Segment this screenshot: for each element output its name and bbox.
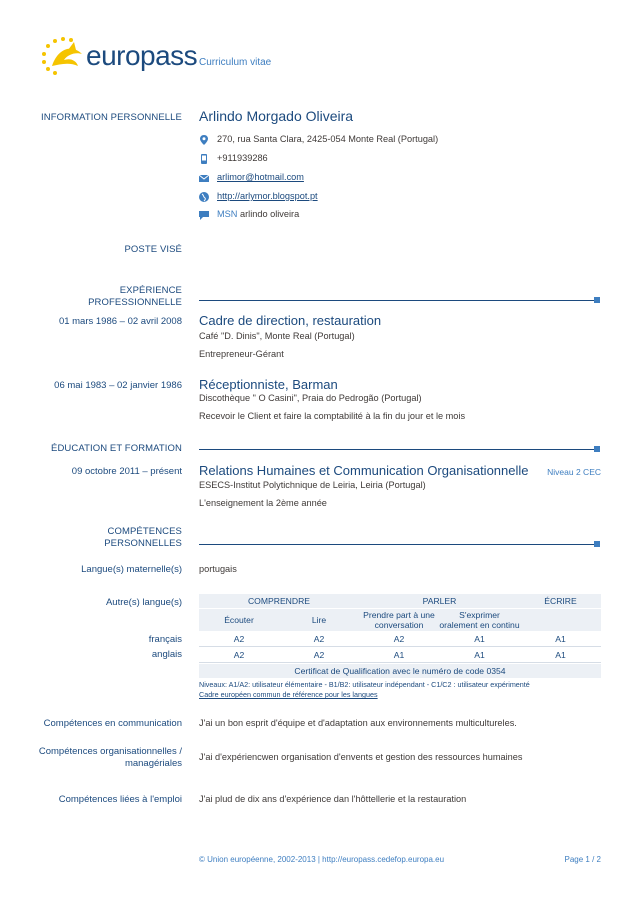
experience-employer: Discothèque " O Casini", Praia do Pedrogão (Portugal) [199,393,422,403]
subheader-lire: Lire [279,609,359,631]
level-cell: A2 [359,632,439,647]
experience-label-line1: EXPÉRIENCE [119,285,182,296]
level-cell: A1 [439,632,520,647]
experience-dates: 01 mars 1986 – 02 avril 2008 [58,316,182,327]
language-table-subheader [199,609,601,631]
communication-value: J'ai un bon esprit d'équipe et d'adaptation aux environnements multicultureles. [199,718,517,728]
experience-dates: 06 mai 1983 – 02 janvier 1986 [54,380,182,391]
location-pin-icon [198,133,210,145]
mobile-phone-icon [198,152,210,164]
website-link[interactable]: http://arlymor.blogspot.pt [217,191,318,201]
skills-label-line2: PERSONNELLES [104,538,182,549]
experience-title: Réceptionniste, Barman [199,377,338,392]
instant-messaging-icon [198,208,210,220]
education-detail: L'enseignement la 2ème année [199,498,327,508]
language-certificate: Certificat de Qualification avec le numéro de code 0354 [199,664,601,678]
level-cell: A2 [199,648,279,663]
email-link[interactable]: arlimor@hotmail.com [217,172,304,182]
im-value: arlindo oliveira [239,209,300,219]
education-level: Niveau 2 CEC [547,467,601,477]
group-parler: PARLER [359,594,520,608]
job-skills-label: Compétences liées à l'emploi [58,794,182,805]
level-cell: A1 [359,648,439,663]
level-cell: A1 [520,648,601,663]
language-name-anglais: anglais [151,649,182,660]
im-entry [217,209,299,219]
communication-label: Compétences en communication [43,718,182,729]
language-certificate-row [199,664,601,678]
subheader-expression: S'exprimer oralement en continu [439,610,520,630]
mother-tongue-label: Langue(s) maternelle(s) [81,564,182,575]
level-cell: A2 [279,648,359,663]
phone-text: +911939286 [217,153,268,163]
person-name: Arlindo Morgado Oliveira [199,108,354,124]
language-name-francais: français [148,634,182,645]
im-type: MSN [217,209,238,219]
europass-logo [38,36,198,78]
language-row-anglais [199,648,601,663]
level-cell: A2 [199,632,279,647]
organisational-value: J'ai d'expériencwen organisation d'envents et gestion des ressources humaines [199,752,523,762]
website-globe-icon [198,190,210,202]
job-skills-value: J'ai plud de dix ans d'expérience dan l'hôttellerie et la restauration [199,794,467,804]
section-label-personal: INFORMATION PERSONNELLE [41,112,182,123]
subheader-empty [520,609,601,631]
skills-divider [199,544,594,545]
email-envelope-icon [198,171,210,183]
other-languages-label: Autre(s) langue(s) [105,597,182,608]
organisational-label-line2: managériales [124,758,182,769]
footer-page-number: Page 1 / 2 [564,855,601,864]
mother-tongue-value: portugais [199,564,237,574]
experience-label-line2: PROFESSIONNELLE [88,297,182,308]
experience-title: Cadre de direction, restauration [199,313,382,328]
experience-divider [199,300,594,301]
organisational-label [39,746,182,770]
language-row-francais [199,632,601,647]
levels-note: Niveaux: A1/A2: utilisateur élémentaire - B1/B2: utilisateur indépendant - C1/C2 : utilisateur expérimenté [199,680,530,689]
language-table [199,593,601,679]
cefr-link[interactable]: Cadre européen commun de référence pour les langues [199,690,378,699]
section-label-experience [88,285,182,309]
section-label-education: ÉDUCATION ET FORMATION [51,443,182,454]
education-title: Relations Humaines et Communication Organisationnelle [199,463,529,478]
experience-detail: Entrepreneur-Gérant [199,349,284,359]
level-cell: A1 [520,632,601,647]
footer-copyright: © Union européenne, 2002-2013 | http://europass.cedefop.europa.eu [199,855,445,864]
doc-title: Curriculum vitae [199,57,272,68]
organisational-label-line1: Compétences organisationnelles / [38,746,182,757]
subheader-ecouter: Écouter [199,609,279,631]
logo-text: europass [86,40,198,71]
language-table-group-header [199,594,601,608]
experience-employer: Café "D. Dinis", Monte Real (Portugal) [199,331,355,341]
level-cell: A2 [279,632,359,647]
subheader-conversation: Prendre part à une conversation [359,609,439,631]
experience-detail: Recevoir le Client et faire la comptabilité à la fin du jour et le mois [199,411,466,421]
group-comprendre: COMPRENDRE [199,594,359,608]
level-cell: A1 [439,648,520,663]
education-divider [199,449,594,450]
address-text: 270, rua Santa Clara, 2425-054 Monte Real (Portugal) [217,134,439,144]
section-label-skills [104,526,182,550]
education-school: ESECS-Institut Polytichnique de Leiria, Leiria (Portugal) [199,480,426,490]
group-ecrire: ÉCRIRE [520,594,601,608]
skills-label-line1: COMPÉTENCES [107,526,182,537]
education-dates: 09 octobre 2011 – présent [71,466,182,477]
section-label-poste: POSTE VISÉ [124,244,182,255]
